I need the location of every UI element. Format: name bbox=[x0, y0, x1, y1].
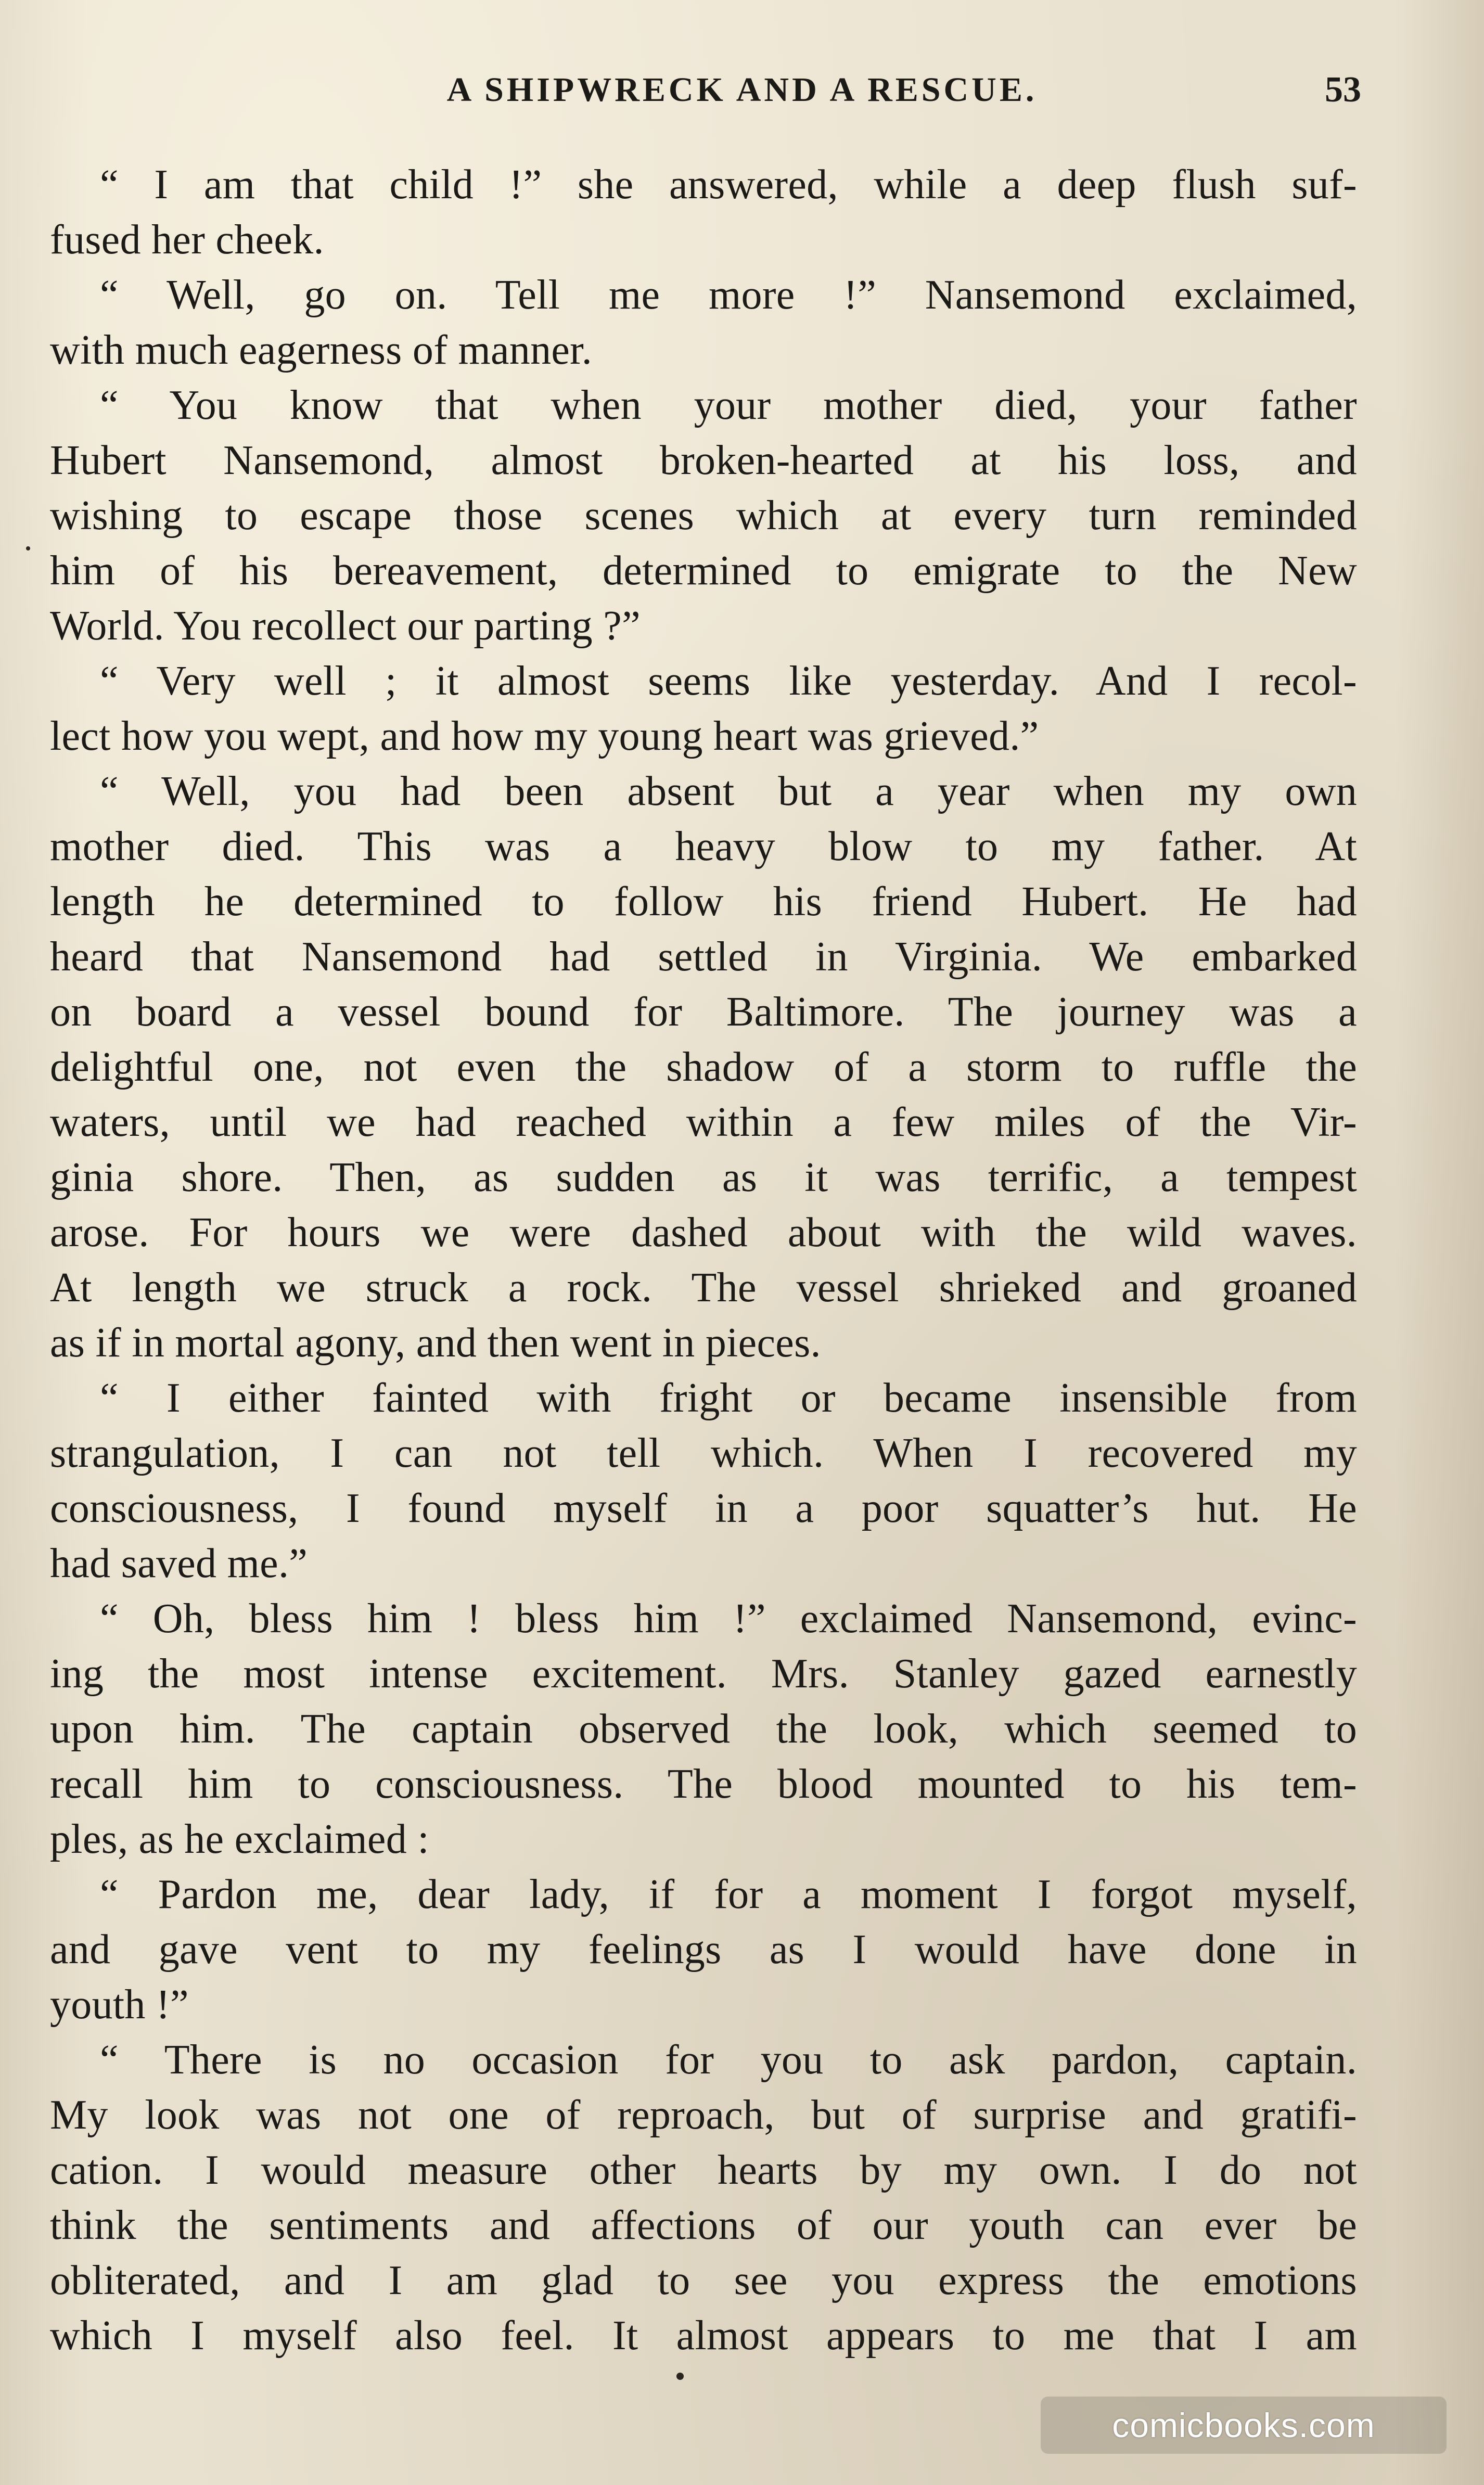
page-header bbox=[0, 61, 1484, 119]
text-line: which I myself also feel. It almost appears to me that I am bbox=[50, 2313, 1357, 2359]
text-line: ginia shore. Then, as sudden as it was terrific, a tempest bbox=[50, 1155, 1357, 1200]
text-line: “ I either fainted with fright or became insensible from bbox=[100, 1375, 1357, 1421]
text-line: as if in mortal agony, and then went in pieces. bbox=[50, 1320, 821, 1366]
text-line: youth !” bbox=[50, 1982, 189, 2028]
text-line: on board a vessel bound for Baltimore. The journey was a bbox=[50, 989, 1357, 1035]
text-line: “ Very well ; it almost seems like yesterday. And I recol- bbox=[100, 658, 1357, 704]
text-line: with much eagerness of manner. bbox=[50, 327, 593, 373]
text-line: ples, as he exclaimed : bbox=[50, 1816, 429, 1862]
text-line: “ Well, you had been absent but a year when my own bbox=[100, 768, 1357, 814]
text-line: length he determined to follow his friend Hubert. He had bbox=[50, 879, 1357, 925]
text-line: delightful one, not even the shadow of a storm to ruffle the bbox=[50, 1044, 1357, 1090]
page-number: 53 bbox=[1325, 70, 1361, 110]
text-line: upon him. The captain observed the look, which seemed to bbox=[50, 1706, 1357, 1752]
text-line: “ Well, go on. Tell me more !” Nansemond exclaimed, bbox=[100, 272, 1357, 318]
text-line: wishing to escape those scenes which at every turn reminded bbox=[50, 493, 1357, 539]
running-title: A SHIPWRECK AND A RESCUE. bbox=[446, 71, 1038, 109]
text-line: consciousness, I found myself in a poor squatter’s hut. He bbox=[50, 1485, 1357, 1531]
text-line: heard that Nansemond had settled in Virginia. We embarked bbox=[50, 934, 1357, 980]
text-line: him of his bereavement, determined to emigrate to the New bbox=[50, 548, 1357, 594]
text-line: “ There is no occasion for you to ask pardon, captain. bbox=[100, 2037, 1357, 2083]
text-line: World. You recollect our parting ?” bbox=[50, 603, 641, 649]
text-line: At length we struck a rock. The vessel shrieked and groaned bbox=[50, 1265, 1357, 1311]
text-line: lect how you wept, and how my young heart was grieved.” bbox=[50, 713, 1039, 759]
text-line: strangulation, I can not tell which. When I recovered my bbox=[50, 1430, 1357, 1476]
text-line: “ You know that when your mother died, your father bbox=[100, 382, 1357, 428]
text-line: cation. I would measure other hearts by my own. I do not bbox=[50, 2147, 1357, 2193]
text-line: My look was not one of reproach, but of surprise and gratifi- bbox=[50, 2092, 1357, 2138]
ink-speck bbox=[26, 546, 30, 550]
text-line: waters, until we had reached within a few miles of the Vir- bbox=[50, 1099, 1357, 1145]
text-line: fused her cheek. bbox=[50, 217, 324, 263]
text-line: obliterated, and I am glad to see you express the emotions bbox=[50, 2258, 1357, 2303]
text-line: mother died. This was a heavy blow to my father. At bbox=[50, 824, 1357, 869]
ink-speck bbox=[676, 2373, 684, 2380]
text-line: had saved me.” bbox=[50, 1541, 308, 1586]
text-line: and gave vent to my feelings as I would have done in bbox=[50, 1927, 1357, 1972]
watermark: comicbooks.com bbox=[1041, 2397, 1447, 2454]
text-line: “ Oh, bless him ! bless him !” exclaimed Nansemond, evinc- bbox=[100, 1596, 1357, 1642]
text-line: “ Pardon me, dear lady, if for a moment I forgot myself, bbox=[100, 1872, 1357, 1917]
text-line: arose. For hours we were dashed about with the wild waves. bbox=[50, 1210, 1357, 1256]
text-line: think the sentiments and affections of our youth can ever be bbox=[50, 2202, 1357, 2248]
text-line: Hubert Nansemond, almost broken-hearted at his loss, and bbox=[50, 438, 1357, 483]
text-line: ing the most intense excitement. Mrs. Stanley gazed earnestly bbox=[50, 1651, 1357, 1697]
text-line: recall him to consciousness. The blood mounted to his tem- bbox=[50, 1761, 1357, 1807]
text-line: “ I am that child !” she answered, while a deep flush suf- bbox=[100, 162, 1357, 208]
body-text bbox=[50, 157, 1357, 2363]
